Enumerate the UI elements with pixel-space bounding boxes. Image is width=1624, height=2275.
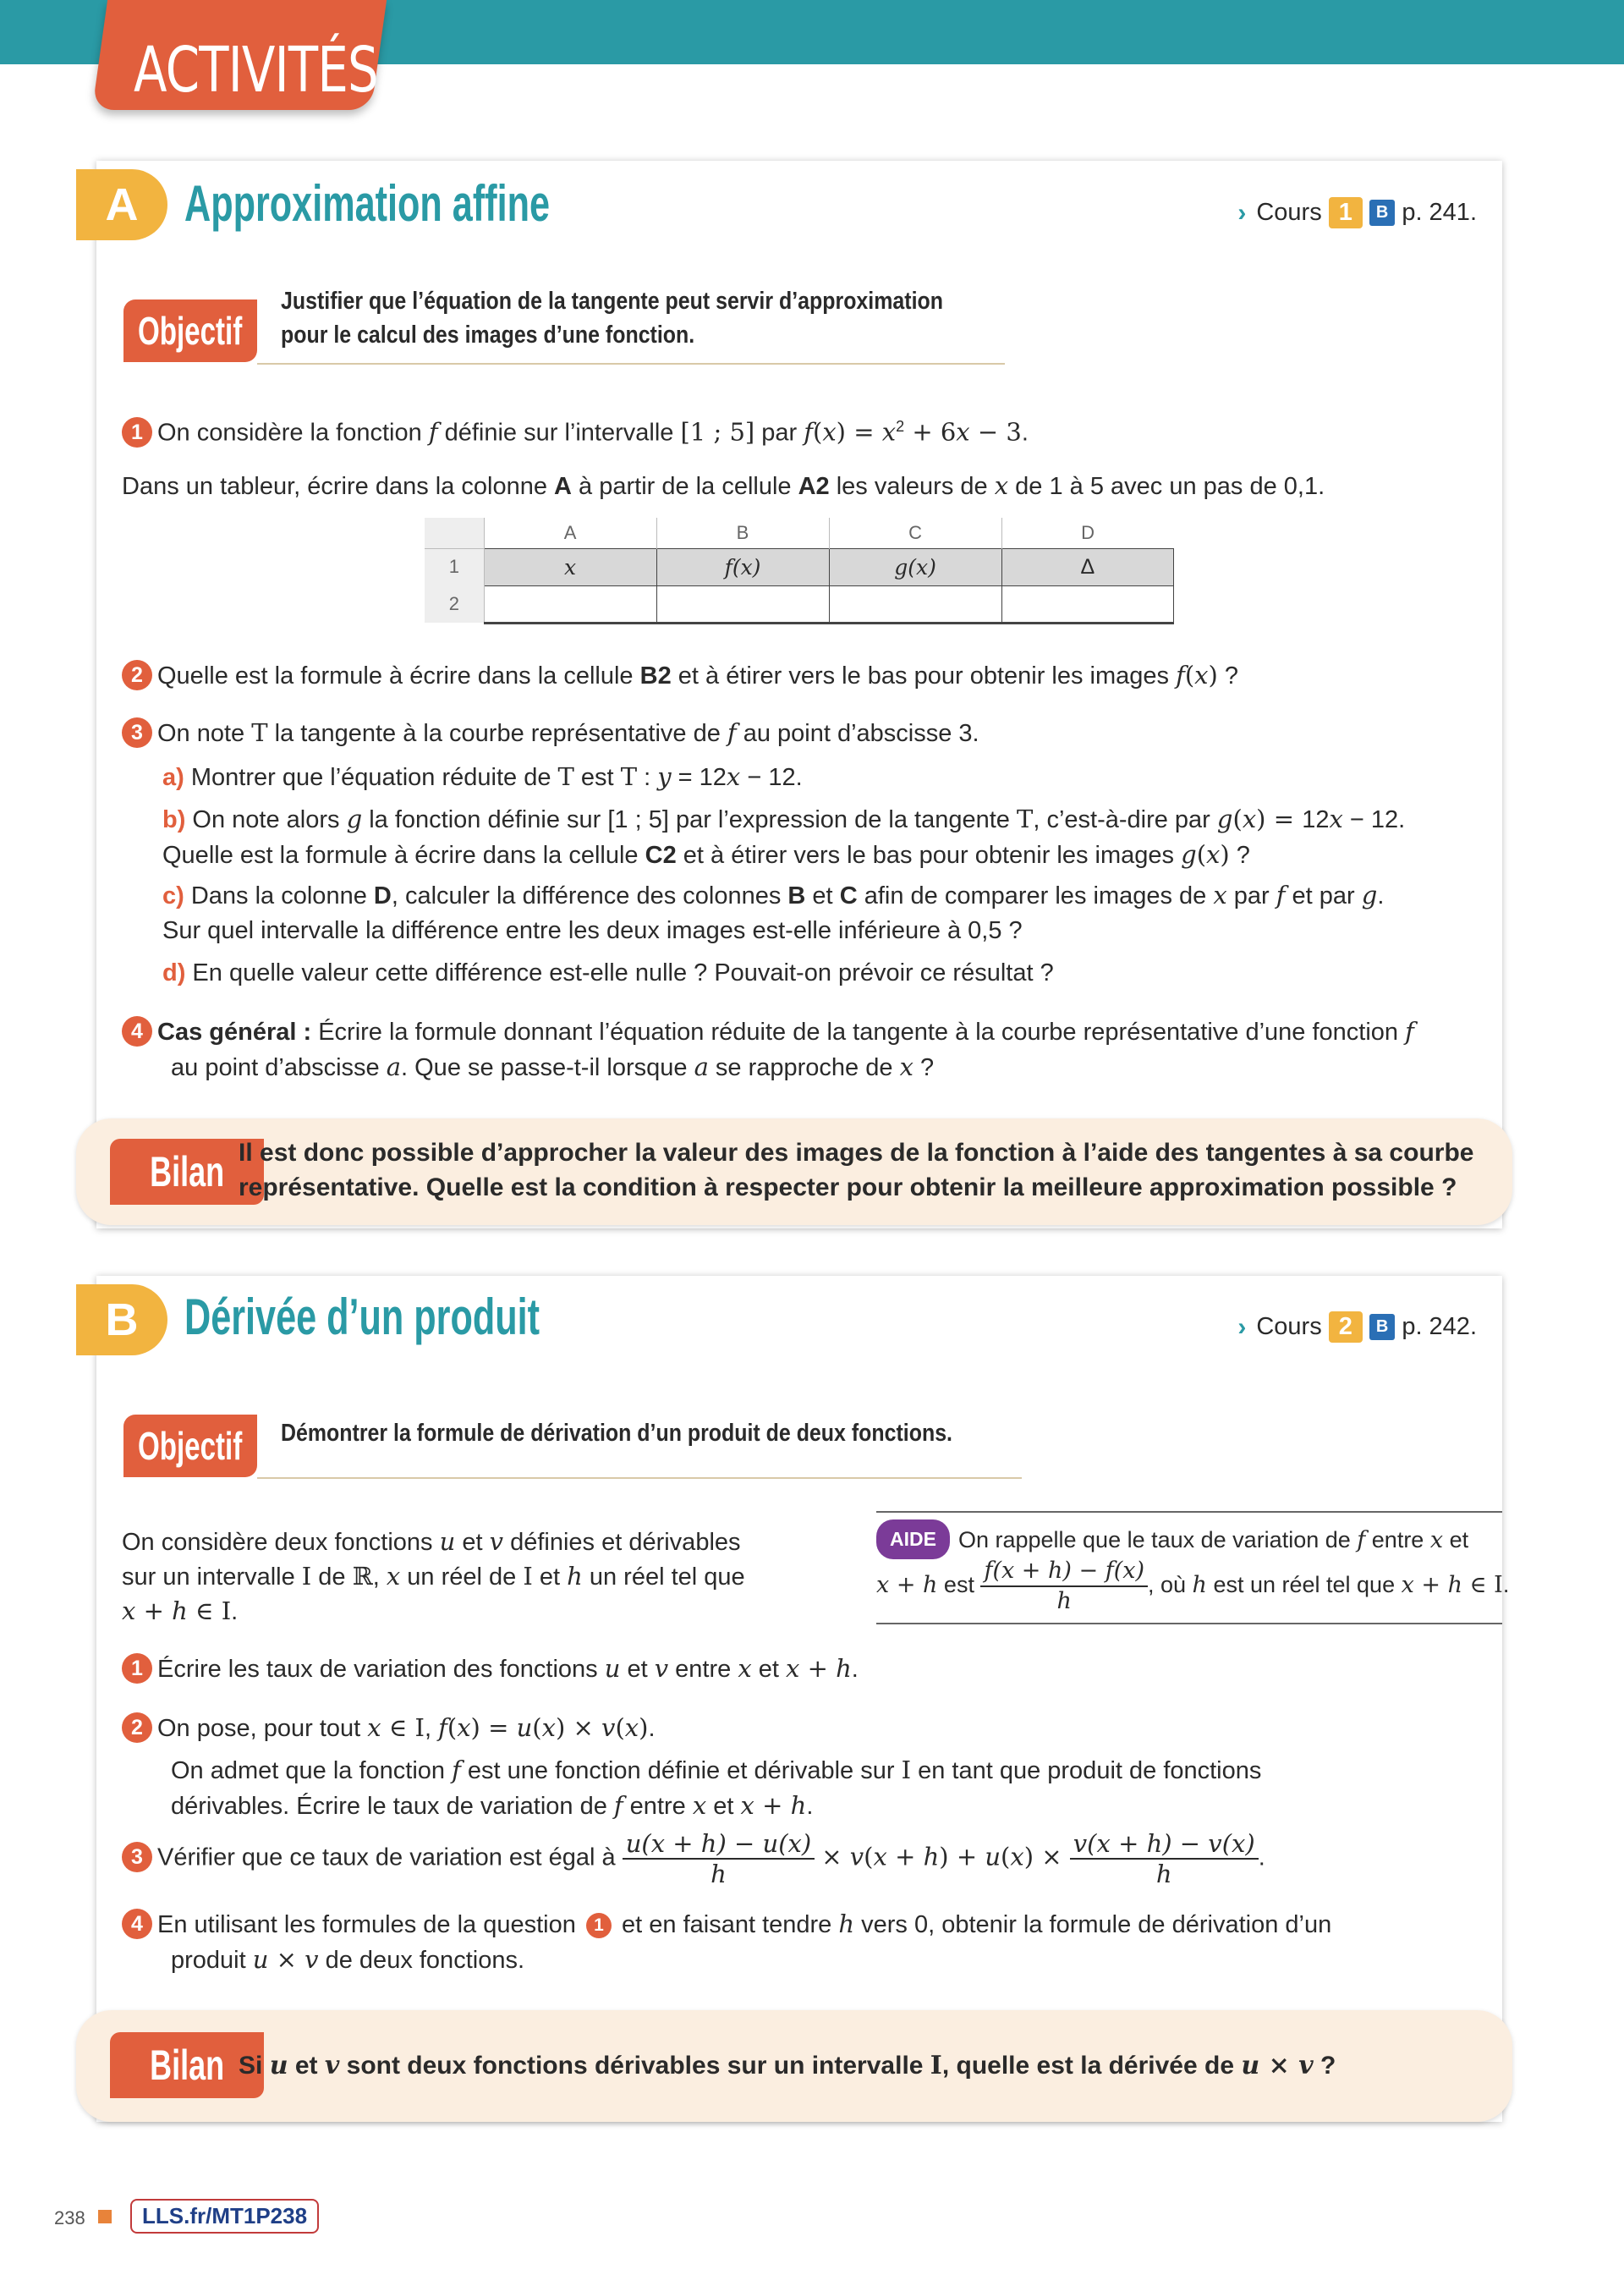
question-a3a: a) Montrer que l’équation réduite de T est T : y = 12x − 12. (162, 762, 803, 791)
row-header: 1 (425, 548, 484, 585)
objectif-tag: Objectif (123, 299, 257, 362)
chevron-right-icon: › (1237, 1312, 1247, 1341)
footer-square-icon (98, 2210, 112, 2223)
banner-title: ACTIVITÉS (134, 34, 378, 107)
question-b1: 1 Écrire les taux de variation des fonctions u et v entre x et x + h. (122, 1651, 859, 1687)
objectif-tag: Objectif (123, 1415, 257, 1477)
col-header: C (829, 518, 1001, 548)
objectif-underline (257, 1477, 1022, 1479)
cell-a2[interactable] (484, 585, 656, 623)
cours-number: 2 (1329, 1311, 1363, 1343)
question-a3: 3 On note T la tangente à la courbe représentative de f au point d’abscisse 3. (122, 716, 979, 751)
bilan-b (76, 2010, 1512, 2122)
bilan-a (76, 1118, 1512, 1225)
cours-page: p. 241. (1402, 199, 1477, 226)
question-a1: 1 On considère la fonction f définie sur l’intervalle [1 ; 5] par $f(x) = x^2 + 6x - 3$. (122, 409, 1029, 451)
spreadsheet (425, 518, 1174, 626)
question-a4: 4 Cas général : Écrire la formule donnant l’équation réduite de la tangente à la courbe représentative d’une fonction f au point d’abscisse a. Que se passe-t-il lorsque a se rapproche de x ? (122, 1014, 1414, 1085)
section-b-letter: B (76, 1284, 167, 1355)
question-b2: 2 On pose, pour tout x ∈ I, f(x) = u(x) × v(x). (122, 1711, 656, 1746)
chevron-right-icon: › (1237, 198, 1247, 227)
bilan-tag: Bilan (110, 1139, 264, 1205)
section-b-cours-link[interactable] (1237, 1311, 1477, 1343)
bilan-text: Si u et v sont deux fonctions dérivables sur un intervalle I, quelle est la dérivée de u × v ? (239, 2051, 1336, 2080)
cell-d2[interactable] (1001, 585, 1173, 623)
header-cell: f(x) (656, 548, 829, 585)
col-header: B (656, 518, 829, 548)
question-a3c: c) Dans la colonne D, calculer la différence des colonnes B et C afin de comparer les images de x par f et par g. Sur quel intervalle la différence entre les deux images est-elle inférieure à 0,5 ? (162, 881, 1385, 944)
objectif-underline (257, 363, 1005, 365)
cours-number: 1 (1329, 197, 1363, 228)
section-b-title: Dérivée d’un produit (184, 1289, 540, 1345)
question-b4: 4 En utilisant les formules de la question 1 et en faisant tendre h vers 0, obtenir la formule de dérivation d’un produit u × v de deux fonctions. (122, 1907, 1331, 1978)
section-a-title: Approximation affine (184, 175, 551, 232)
header-cell: Δ (1001, 548, 1173, 585)
intro-b: On considère deux fonctions u et v définies et dérivables sur un intervalle I de ℝ, x un réel de I et h un réel tel que x + h ∈ I. (122, 1527, 745, 1625)
cours-part: B (1369, 200, 1395, 226)
cell-b2[interactable] (656, 585, 829, 623)
cours-label: Cours (1256, 1313, 1322, 1340)
question-b2-detail: On admet que la fonction f est une fonction définie et dérivable sur I en tant que produit de fonctions dérivables. Écrire le taux de variation de f entre x et x + h. (171, 1756, 1262, 1820)
cours-page: p. 242. (1402, 1313, 1477, 1340)
objectif-text: Justifier que l’équation de la tangente peut servir d’approximation pour le calcul des images d’une fonction. (281, 288, 943, 349)
cell-c2[interactable] (829, 585, 1001, 623)
col-header: A (484, 518, 656, 548)
question-a3d: d) En quelle valeur cette différence est-elle nulle ? Pouvait-on prévoir ce résultat ? (162, 959, 1054, 986)
question-a3b: b) On note alors g la fonction définie sur [1 ; 5] par l’expression de la tangente T, c’est-à-dire par g(x) = 12x − 12. Quelle est la formule à écrire dans la cellule C2 et à étirer vers le bas pour obtenir les images g(x) ? (162, 805, 1406, 869)
cours-part: B (1369, 1314, 1395, 1340)
row-header: 2 (425, 585, 484, 623)
lls-link[interactable]: LLS.fr/MT1P238 (130, 2199, 319, 2234)
page-number: 238 (54, 2207, 85, 2228)
aide-tag: AIDE (876, 1519, 950, 1559)
header-cell: x (484, 548, 656, 585)
objectif-text: Démontrer la formule de dérivation d’un produit de deux fonctions. (281, 1420, 952, 1447)
instruction-a1: Dans un tableur, écrire dans la colonne A à partir de la cellule A2 les valeurs de x de 1 à 5 avec un pas de 0,1. (122, 471, 1325, 500)
col-header: D (1081, 521, 1095, 543)
aide-box: AIDE On rappelle que le taux de variation de f entre x et x + h est $\frac{f(x + h) - f(x)}{h}$ , où h est un réel tel que x + h ∈ I. (876, 1511, 1502, 1624)
question-b3: 3 Vérifier que ce taux de variation est égal à $\frac{u(x + h) - u(x)}{h}$ × v(x + h) + u(x) × $\frac{v(x + h) - v(x)}{h}$ . (122, 1829, 1265, 1888)
question-a2: 2 Quelle est la formule à écrire dans la cellule B2 et à étirer vers le bas pour obtenir les images f(x) ? (122, 658, 1238, 694)
section-a-letter: A (76, 169, 167, 240)
section-b-card (96, 1276, 1502, 2122)
bilan-tag: Bilan (110, 2032, 264, 2098)
header-cell: g(x) (829, 548, 1001, 585)
section-a-cours-link[interactable] (1237, 197, 1477, 228)
bilan-text: Il est donc possible d’approcher la valeur des images de la fonction à l’aide des tangentes à sa courbe représentative. Quelle est la condition à respecter pour obtenir la meilleure approximation possible ? (239, 1139, 1474, 1201)
cours-label: Cours (1256, 199, 1322, 226)
